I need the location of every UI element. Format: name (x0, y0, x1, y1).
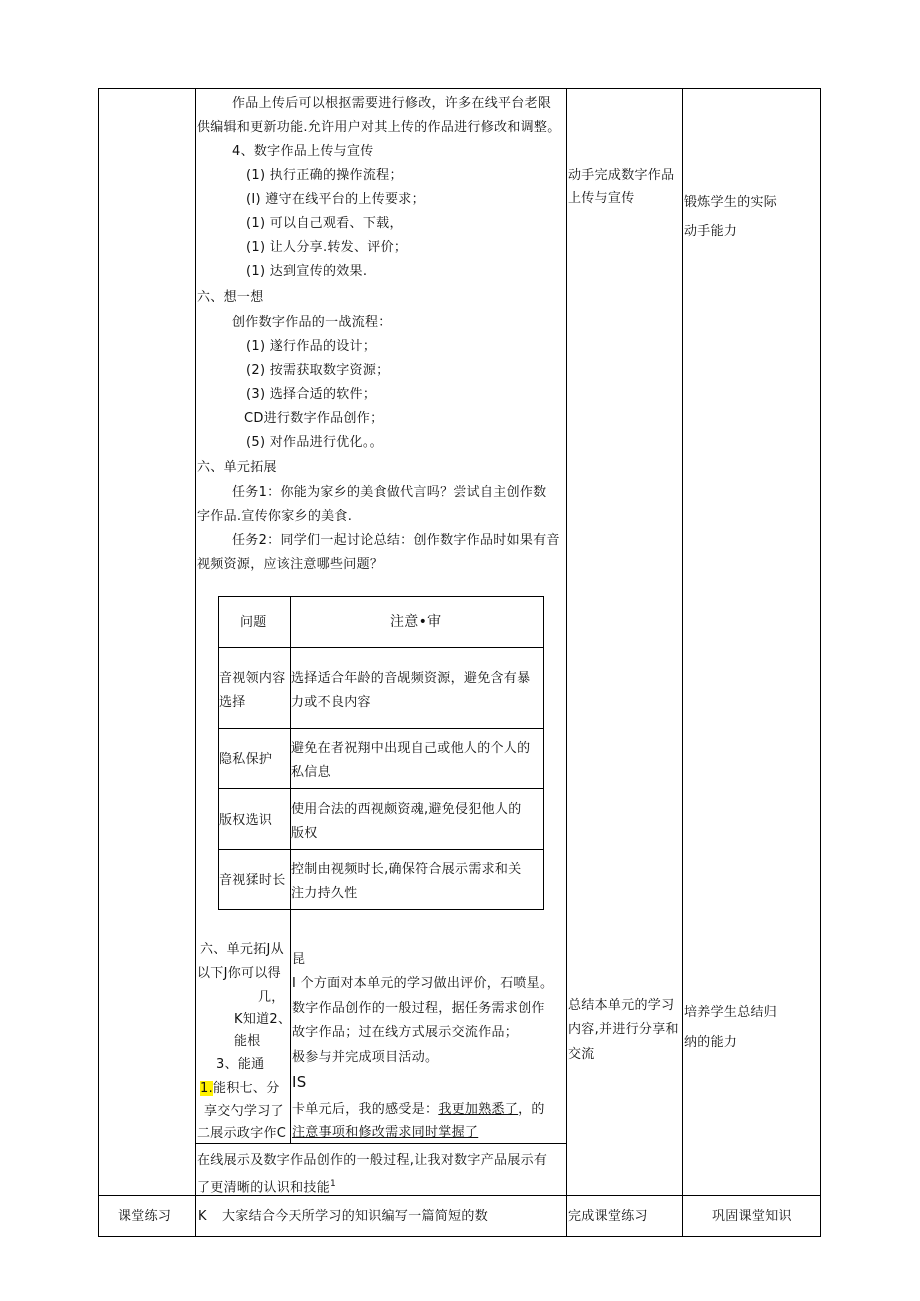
list-item: (3) 选择合适的软件； (246, 387, 377, 402)
para-upload-line1: 作品上传后可以根抠需要进行修改，许多在线平台老限 (232, 96, 552, 111)
inner-header-notes: 注意•审 (390, 614, 442, 630)
summary-left-text: 享交勺学习了 (204, 1104, 284, 1119)
list-item: (5) 对作品进行优化。。 (246, 435, 383, 450)
activity-text: 内容,并进行分享和 (568, 1022, 679, 1037)
feeling-underlined: 我更加熟悉了 (438, 1102, 519, 1117)
list-item: (1) 让人分享.转发、评价； (246, 240, 408, 255)
practice-text: 大家结合今天所学习的知识编写一篇简短的数 (222, 1209, 489, 1224)
list-item: (I) 遵守在线平台的上传要求； (246, 192, 425, 207)
row-label-classroom-practice: 课堂练习 (118, 1209, 172, 1224)
table-cell: 选择适合年龄的音觇频资源，避免含有暴 (291, 671, 531, 686)
summary-right-text: 故字作品；过在线方式展示交流作品； (292, 1025, 519, 1040)
task2-line2: 视频资源，应该注意哪些问题？ (197, 557, 384, 572)
intent-text: 锻炼学生的实际 (684, 195, 778, 210)
table-cell: 选择 (219, 695, 246, 710)
list-item: (1) 遂行作品的设计； (246, 339, 377, 354)
col-border-1 (195, 88, 196, 1237)
col-border-2 (566, 88, 567, 1237)
practice-activity: 完成课堂练习 (568, 1209, 648, 1224)
activity-text: 交流 (568, 1047, 595, 1062)
table-cell: 隐私保护 (219, 752, 273, 767)
summary-left-text: 以下J你可以得 (197, 966, 281, 981)
table-cell: 避免在者祝翔中出现自己或他人的个人的 (291, 741, 531, 756)
activity-text: 上传与宣传 (568, 191, 635, 206)
summary-left-text (200, 1081, 280, 1097)
list-item: (2) 按需获取数字资源； (246, 363, 390, 378)
summary-right-text: 数字作品创作的一般过程，据任务需求创作 (292, 1001, 545, 1016)
summary-right-text: IS (292, 1073, 307, 1091)
heading-unit-extension: 六、单元拓展 (197, 460, 277, 475)
highlight-number: 1. (200, 1081, 214, 1096)
table-cell: 版权 (291, 826, 318, 841)
table-cell: 私信息 (291, 765, 331, 780)
inner-bottom (218, 909, 544, 910)
col-border-left (98, 88, 99, 1237)
intent-text: 动手能力 (684, 224, 738, 239)
closing-line2-text: 了更清晰的认识和技能 (197, 1180, 331, 1196)
table-cell: 音视领内容 (219, 671, 286, 686)
intent-text: 纳的能力 (684, 1035, 738, 1050)
feeling-prefix: 卡单元后，我的感受是： (292, 1102, 439, 1117)
summary-left-text: 能根 (234, 1034, 261, 1049)
inner-row-line (218, 647, 544, 648)
task1-line1: 任务1：你能为家乡的美食做代言吗？尝试自主创作数 (232, 485, 547, 500)
list-item: (1) 执行正确的操作流程； (246, 168, 403, 183)
heading-think: 六、想一想 (197, 290, 264, 305)
summary-right-text: I 个方面对本单元的学习做出评价，石喷星。 (292, 976, 554, 991)
summary-left-text: 二展示政字作C (197, 1126, 287, 1141)
summary-left-text: 能积七、分 (213, 1081, 280, 1096)
task1-line2: 字作品.宣传你家乡的美食. (197, 509, 353, 524)
inner-row-line (218, 728, 544, 729)
inner-row-line (218, 849, 544, 850)
table-cell: 使用合法的西视颇资魂,避免侵犯他人的 (291, 802, 522, 817)
summary-right-text: 昆 (292, 952, 306, 967)
summary-left-text: K知道2、 (234, 1012, 292, 1027)
table-cell: 控制由视频时长,确保符合展示需求和关 (291, 862, 522, 877)
summary-bottom-line (196, 1143, 566, 1144)
inner-row-line (218, 788, 544, 789)
table-bottom-border (98, 1236, 820, 1237)
inner-top (218, 596, 544, 597)
intent-text: 培养学生总结归 (684, 1005, 778, 1020)
summary-right-text (292, 1102, 545, 1118)
table-cell: 音视猱时长 (219, 873, 286, 888)
activity-text: 动手完成数字作品 (568, 168, 675, 183)
table-top-border (98, 88, 820, 89)
feeling-suffix: ，的 (518, 1102, 545, 1117)
heading-upload-promote: 4、数字作品上传与宣传 (232, 144, 374, 159)
list-item: (1) 达到宣传的效果. (246, 264, 368, 279)
table-cell: 力或不良内容 (291, 695, 371, 710)
think-intro: 创作数字作品的一战流程： (232, 315, 392, 330)
para-upload-line2: 供编辑和更新功能.允许用户对其上传的作品进行修改和调整。 (197, 120, 561, 135)
closing-line1: 在线展示及数字作品创作的一般过程,让我对数字产品展示有 (197, 1153, 548, 1168)
table-cell: 版权选识 (219, 813, 273, 828)
inner-right (543, 596, 544, 909)
summary-right-text: 注意事项和修改需求同时掌握了 (292, 1125, 479, 1140)
table-cell: 注力持久性 (291, 886, 358, 901)
summary-left-text: 几， (258, 990, 285, 1005)
col-border-3 (682, 88, 683, 1237)
inner-header-question: 问题 (240, 615, 267, 630)
summary-right-text: 极参与并完成项目活动。 (292, 1050, 439, 1065)
closing-line2 (197, 1176, 336, 1196)
closing-sup: 1 (330, 1179, 337, 1189)
summary-left-text: 3、能通 (216, 1057, 265, 1072)
col-border-right (820, 88, 821, 1237)
list-item: (1) 可以自己观看、下载， (246, 216, 403, 231)
summary-left-text: 六、单元拓J从 (200, 942, 284, 957)
practice-k-mark: K (198, 1209, 207, 1224)
list-item: CD进行数字作品创作； (244, 411, 384, 426)
activity-text: 总结本单元的学习 (568, 998, 675, 1013)
practice-intent: 巩固课堂知识 (712, 1209, 792, 1224)
task2-line1: 任务2：同学们一起讨论总结：创作数字作品时如果有音 (232, 533, 560, 548)
